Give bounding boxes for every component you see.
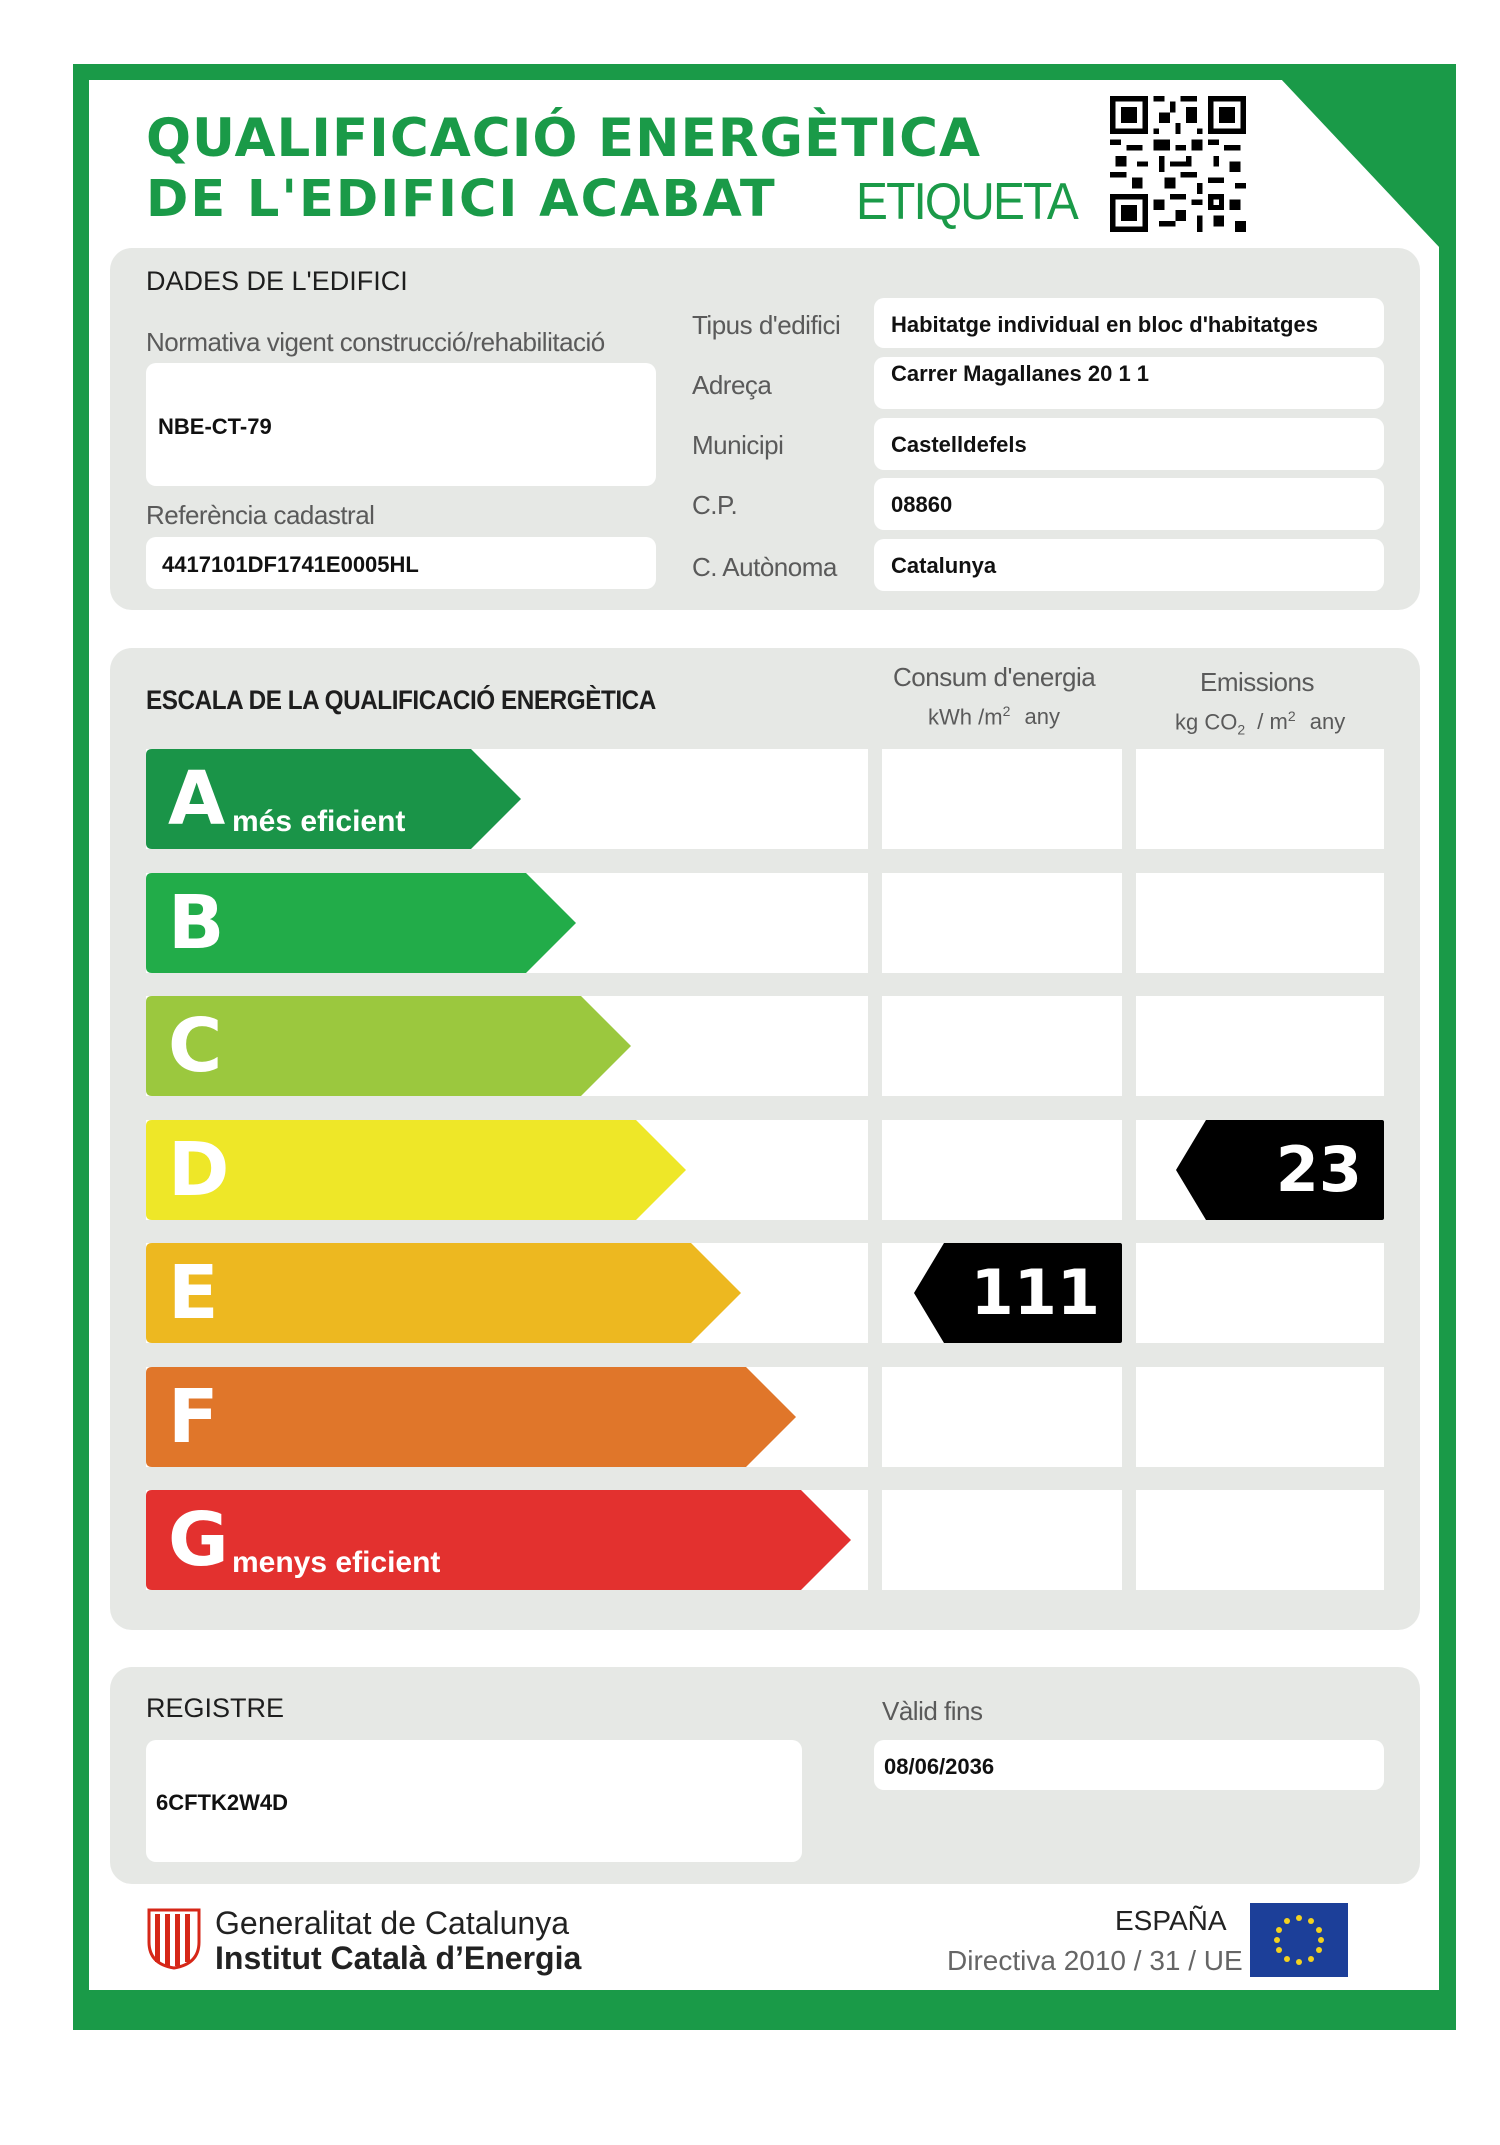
grade-letter: E (168, 1250, 219, 1336)
valid-value: 08/06/2036 (884, 1754, 995, 1779)
autonoma-value: Catalunya (891, 553, 997, 578)
grade-bar-f (146, 1367, 798, 1467)
grade-letter: B (168, 880, 225, 966)
grade-subtitle: menys eficient (232, 1546, 441, 1579)
cp-value: 08860 (891, 492, 953, 517)
title-line1: QUALIFICACIÓ ENERGÈTICA (146, 108, 982, 169)
normativa-label: Normativa vigent construcció/rehabilitació (146, 327, 605, 357)
consum-cell (882, 1490, 1122, 1590)
corner-triangle (1280, 78, 1460, 248)
emissions-cell (1136, 873, 1384, 973)
consum-unit-main: kWh /m (928, 704, 1003, 730)
qr-code-icon (1110, 96, 1246, 232)
emissions-unit-main: kg CO (1175, 709, 1238, 735)
building-section-title: DADES DE L'EDIFICI (146, 266, 408, 296)
cadastral-label: Referència cadastral (146, 500, 375, 530)
grade-letter: G (168, 1497, 229, 1583)
generalitat-logo-icon (147, 1908, 201, 1970)
cp-label: C.P. (692, 490, 738, 520)
emissions-unit (1175, 708, 1345, 738)
consum-cell (882, 873, 1122, 973)
emissions-header: Emissions (1200, 667, 1314, 697)
consum-unit (928, 703, 1060, 730)
adreca-value: Carrer Magallanes 20 1 1 (891, 361, 1150, 386)
grade-letter: A (168, 756, 226, 842)
consum-cell (882, 749, 1122, 849)
country-label: ESPAÑA (1115, 1905, 1227, 1936)
municipi-value: Castelldefels (891, 432, 1027, 457)
emissions-cell (1136, 996, 1384, 1096)
normativa-value: NBE-CT-79 (158, 414, 272, 439)
org-generalitat: Generalitat de Catalunya (215, 1905, 569, 1941)
emissions-indicator-value: 23 (1275, 1133, 1362, 1206)
directive-label: Directiva 2010 / 31 / UE (947, 1945, 1243, 1976)
cadastral-value: 4417101DF1741E0005HL (162, 552, 419, 577)
consum-unit-any: any (1024, 704, 1060, 730)
emissions-unit-any: any (1309, 709, 1346, 735)
grade-subtitle: més eficient (232, 805, 406, 838)
grade-letter: F (168, 1374, 219, 1460)
adreca-label: Adreça (692, 370, 772, 400)
consum-indicator-value: 111 (970, 1256, 1100, 1329)
autonoma-label: C. Autònoma (692, 552, 837, 582)
emissions-cell (1136, 1367, 1384, 1467)
org-icaen: Institut Català d’Energia (215, 1940, 582, 1976)
valid-label: Vàlid fins (882, 1696, 983, 1726)
tipus-value: Habitatge individual en bloc d'habitatges (891, 312, 1318, 337)
consum-cell (882, 1120, 1122, 1220)
consum-unit-sup: 2 (1002, 703, 1011, 719)
consum-cell (882, 996, 1122, 1096)
grade-letter: D (168, 1127, 230, 1213)
etiqueta-label: ETIQUETA (856, 173, 1077, 231)
emissions-cell (1136, 749, 1384, 849)
tipus-label: Tipus d'edifici (692, 310, 841, 340)
emissions-unit-sup: 2 (1287, 708, 1296, 724)
scale-section-title: ESCALA DE LA QUALIFICACIÓ ENERGÈTICA (146, 685, 656, 715)
grade-bar-e (146, 1243, 743, 1343)
emissions-unit-per: / m (1257, 709, 1288, 735)
registre-label: REGISTRE (146, 1693, 285, 1723)
title-line2: DE L'EDIFICI ACABAT (146, 170, 777, 229)
grade-letter: C (168, 1003, 223, 1089)
registre-value: 6CFTK2W4D (156, 1790, 289, 1815)
emissions-cell (1136, 1243, 1384, 1343)
consum-header: Consum d'energia (893, 662, 1096, 692)
eu-flag-icon (1250, 1903, 1348, 1977)
consum-cell (882, 1367, 1122, 1467)
emissions-unit-sub: 2 (1237, 721, 1246, 738)
municipi-label: Municipi (692, 430, 784, 460)
emissions-cell (1136, 1490, 1384, 1590)
